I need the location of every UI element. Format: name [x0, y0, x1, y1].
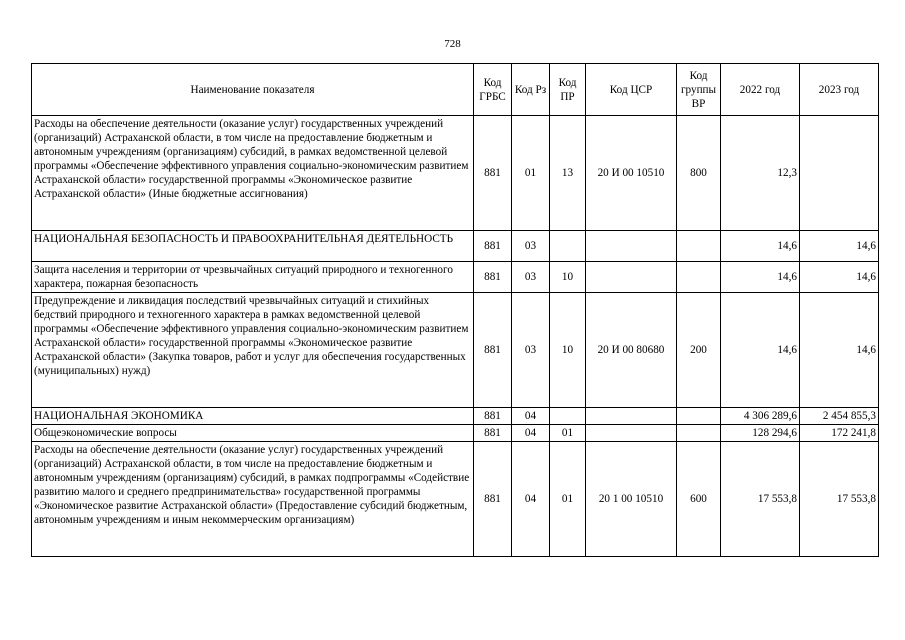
header-row — [32, 64, 879, 116]
cell-2023: 14,6 — [800, 293, 879, 408]
cell-grbs: 881 — [474, 116, 512, 231]
cell-2022: 14,6 — [721, 231, 800, 262]
cell-csr: 20 1 00 10510 — [586, 442, 677, 557]
cell-rz: 01 — [512, 116, 550, 231]
cell-grbs: 881 — [474, 425, 512, 442]
cell-pr: 01 — [550, 442, 586, 557]
cell-csr — [586, 425, 677, 442]
header-pr: Код ПР — [550, 64, 586, 116]
cell-2023: 17 553,8 — [800, 442, 879, 557]
table-row — [32, 293, 879, 408]
page-number: 728 — [444, 38, 461, 50]
cell-rz: 04 — [512, 425, 550, 442]
cell-csr: 20 И 00 80680 — [586, 293, 677, 408]
cell-grbs: 881 — [474, 293, 512, 408]
cell-2022: 14,6 — [721, 293, 800, 408]
cell-2023: 14,6 — [800, 262, 879, 293]
cell-name: Расходы на обеспечение деятельности (оказание услуг) государственных учреждений (организаций) Астраханской области, в том числе на предоставление бюджетным и автономным учреждениям (организациям) субсидий, в рамках подпрограммы «Содействие развитию малого и среднего предпринимательства» государственной программы «Экономическое развитие Астраханской области» (Предоставление субсидий бюджетным, автономным учреждениям и иным некоммерческим организациям) — [32, 442, 474, 557]
cell-rz: 04 — [512, 442, 550, 557]
cell-name: Защита населения и территории от чрезвычайных ситуаций природного и техногенного характера, пожарная безопасность — [32, 262, 474, 293]
cell-csr — [586, 408, 677, 425]
header-name: Наименование показателя — [32, 64, 474, 116]
header-grbs: Код ГРБС — [474, 64, 512, 116]
cell-name: Расходы на обеспечение деятельности (оказание услуг) государственных учреждений (организаций) Астраханской области, в том числе на предоставление бюджетным и автономным учреждениям (организациям) субсидий, в рамках ведомственной целевой программы «Обеспечение эффективного управления социально-экономическим развитием Астраханской области» государственной программы «Экономическое развитие Астраханской области» (Иные бюджетные ассигнования) — [32, 116, 474, 231]
cell-grbs: 881 — [474, 231, 512, 262]
header-csr: Код ЦСР — [586, 64, 677, 116]
cell-2022: 12,3 — [721, 116, 800, 231]
cell-pr: 10 — [550, 262, 586, 293]
cell-vr: 600 — [677, 442, 721, 557]
cell-pr — [550, 408, 586, 425]
cell-grbs: 881 — [474, 262, 512, 293]
cell-csr — [586, 262, 677, 293]
cell-vr — [677, 425, 721, 442]
cell-grbs: 881 — [474, 408, 512, 425]
cell-rz: 03 — [512, 293, 550, 408]
cell-2023 — [800, 116, 879, 231]
cell-vr: 200 — [677, 293, 721, 408]
cell-pr: 10 — [550, 293, 586, 408]
cell-rz: 03 — [512, 231, 550, 262]
cell-pr — [550, 231, 586, 262]
cell-pr: 13 — [550, 116, 586, 231]
cell-name: Общеэкономические вопросы — [32, 425, 474, 442]
cell-vr — [677, 408, 721, 425]
cell-2022: 17 553,8 — [721, 442, 800, 557]
table-row — [32, 425, 879, 442]
cell-2023: 2 454 855,3 — [800, 408, 879, 425]
cell-csr — [586, 231, 677, 262]
table-row — [32, 262, 879, 293]
cell-2023: 172 241,8 — [800, 425, 879, 442]
table-row — [32, 231, 879, 262]
table-row — [32, 408, 879, 425]
cell-rz: 03 — [512, 262, 550, 293]
header-vr: Код группы ВР — [677, 64, 721, 116]
table-row — [32, 116, 879, 231]
cell-2022: 4 306 289,6 — [721, 408, 800, 425]
table-row — [32, 442, 879, 557]
cell-csr: 20 И 00 10510 — [586, 116, 677, 231]
cell-rz: 04 — [512, 408, 550, 425]
budget-table — [31, 63, 879, 557]
cell-vr — [677, 262, 721, 293]
cell-pr: 01 — [550, 425, 586, 442]
cell-name: НАЦИОНАЛЬНАЯ БЕЗОПАСНОСТЬ И ПРАВООХРАНИТЕЛЬНАЯ ДЕЯТЕЛЬНОСТЬ — [32, 231, 474, 262]
cell-vr — [677, 231, 721, 262]
cell-vr: 800 — [677, 116, 721, 231]
header-2022: 2022 год — [721, 64, 800, 116]
cell-name: Предупреждение и ликвидация последствий чрезвычайных ситуаций и стихийных бедствий природного и техногенного характера в рамках ведомственной целевой программы «Обеспечение эффективного управления социально-экономическим развитием Астраханской области» государственной программы «Экономическое развитие Астраханской области» (Закупка товаров, работ и услуг для обеспечения государственных (муниципальных) нужд) — [32, 293, 474, 408]
cell-2022: 128 294,6 — [721, 425, 800, 442]
header-rz: Код Рз — [512, 64, 550, 116]
cell-2022: 14,6 — [721, 262, 800, 293]
header-2023: 2023 год — [800, 64, 879, 116]
cell-name: НАЦИОНАЛЬНАЯ ЭКОНОМИКА — [32, 408, 474, 425]
cell-2023: 14,6 — [800, 231, 879, 262]
cell-grbs: 881 — [474, 442, 512, 557]
